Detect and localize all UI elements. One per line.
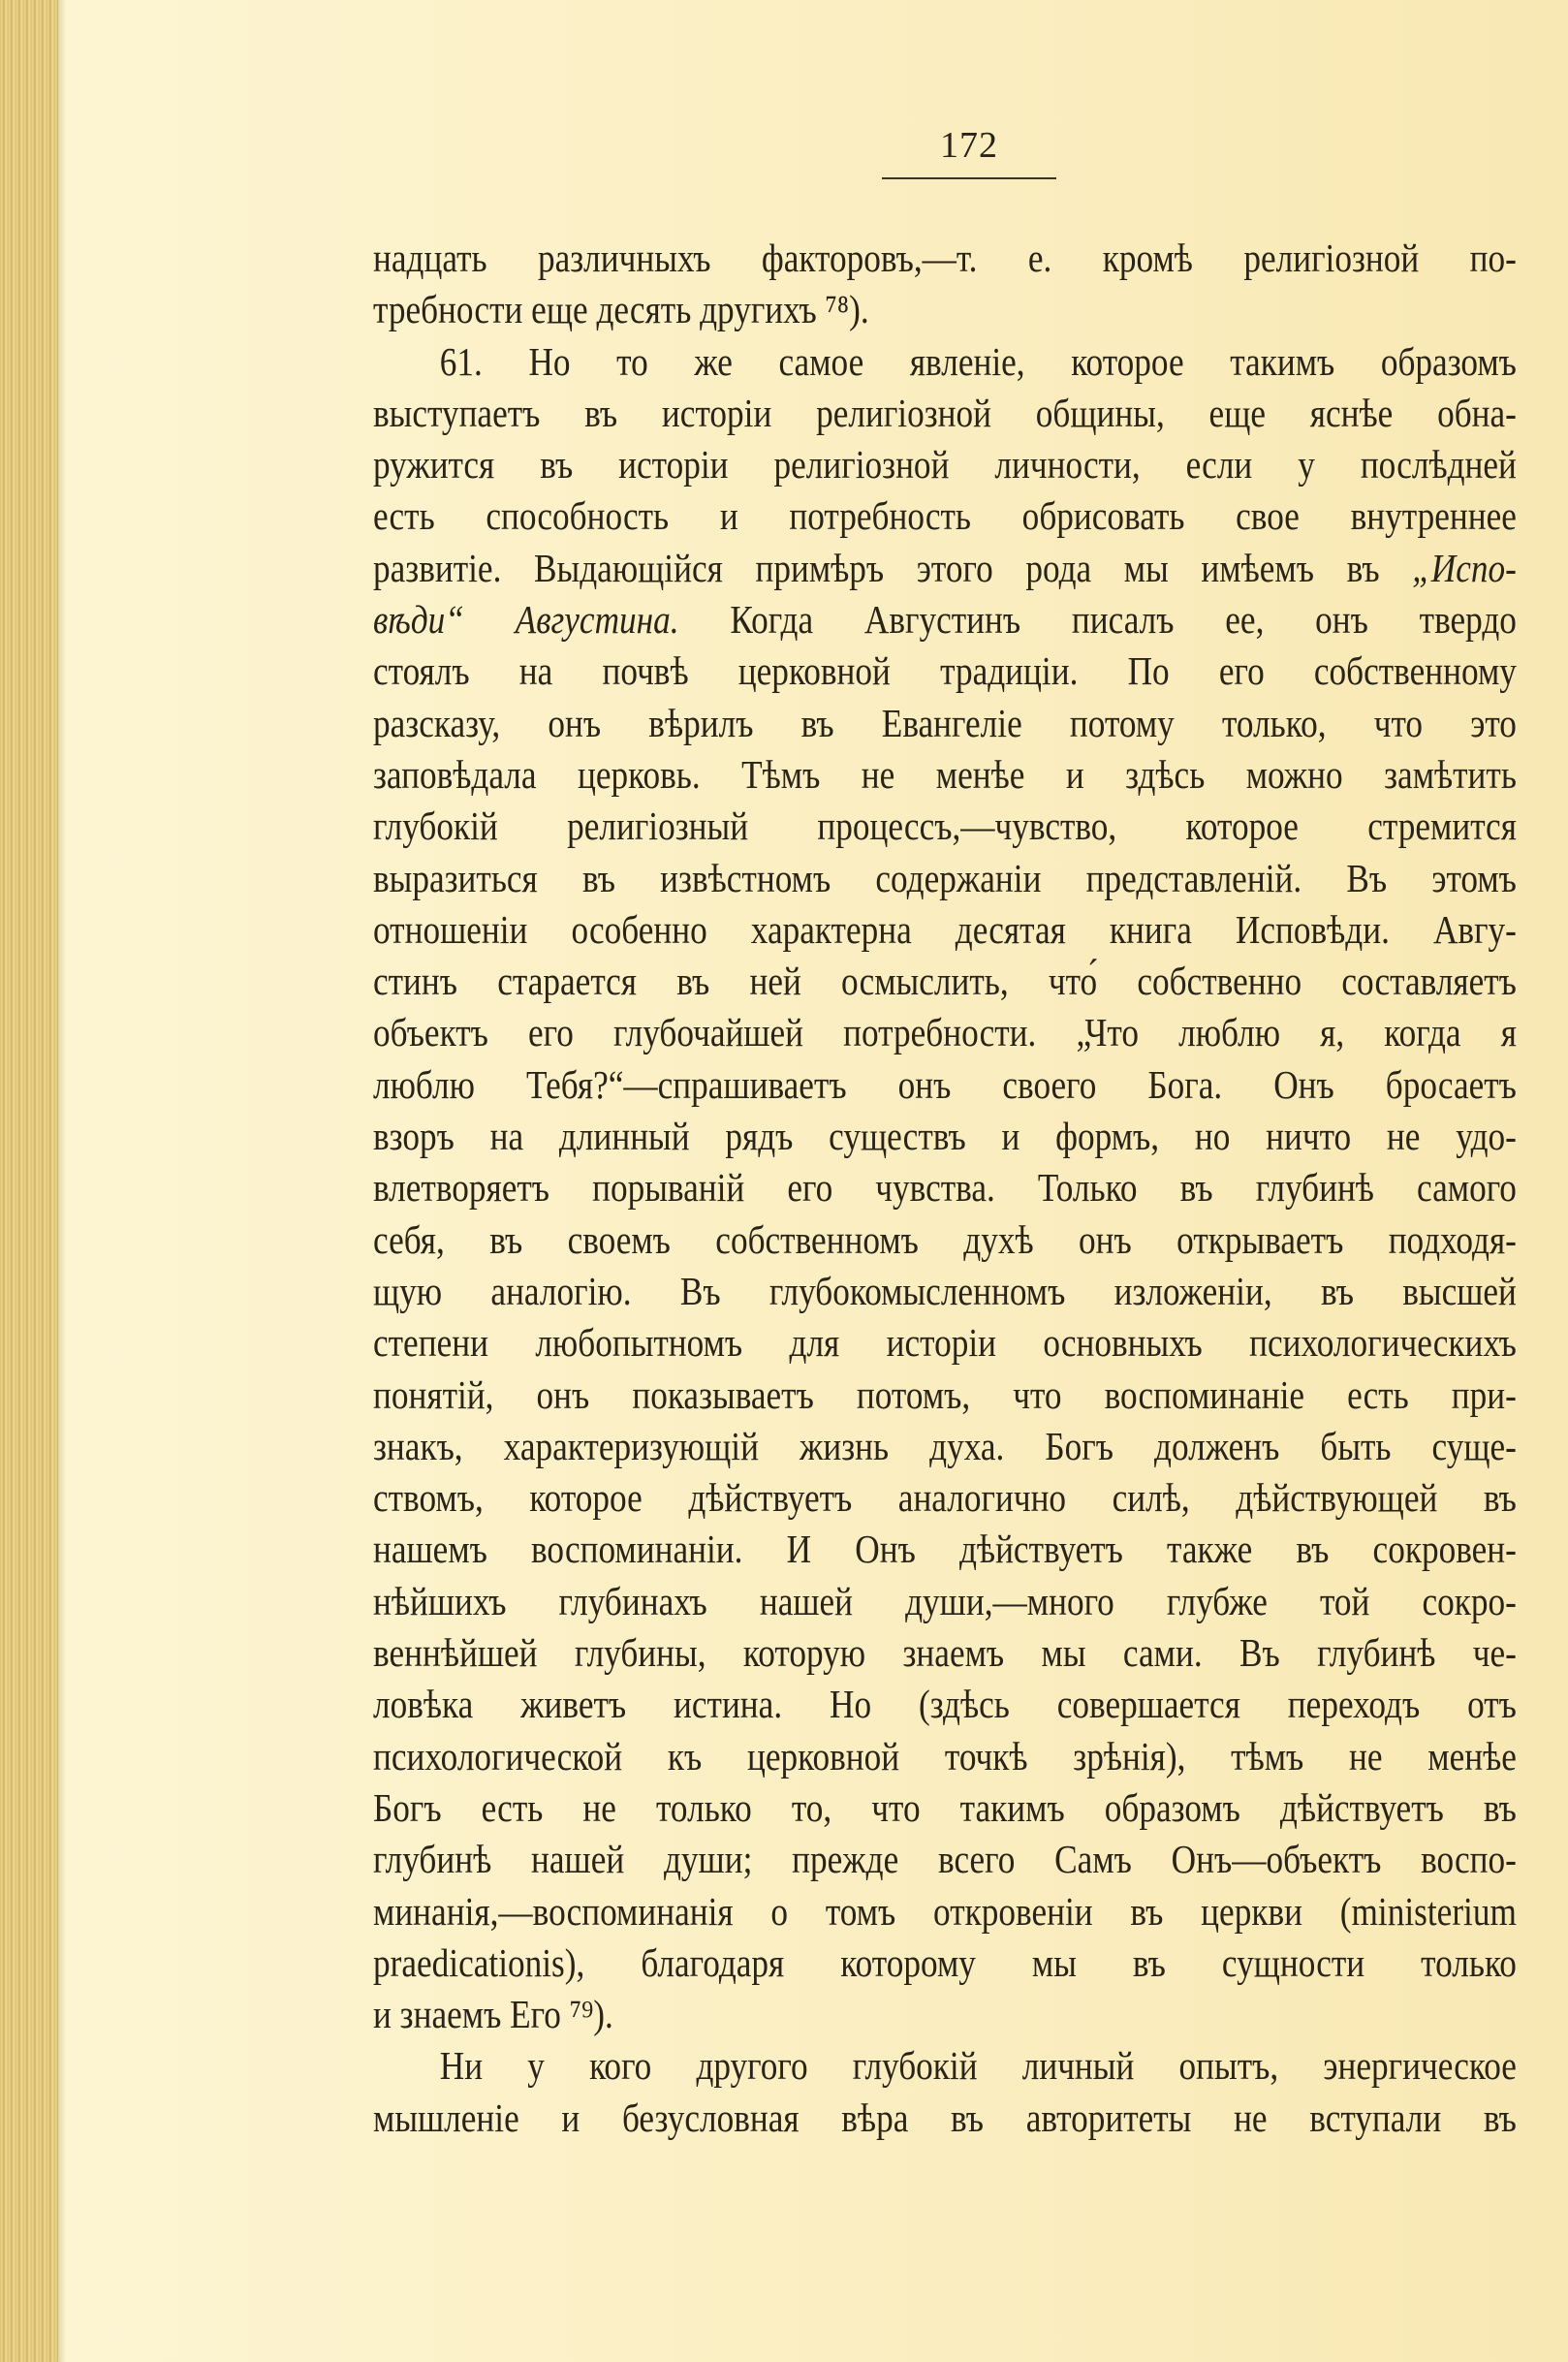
text-line: мышленіе и безусловная вѣра въ авторитеты не вступали въ [373, 2094, 1517, 2140]
text-line: надцать различныхъ факторовъ,—т. е. кромѣ религіозной по- [373, 236, 1517, 280]
text-line: заповѣдала церковь. Тѣмъ не менѣе и здѣсь можно замѣтить [373, 751, 1517, 797]
italic-title: „Испо- [1412, 545, 1517, 590]
text-line: веннѣйшей глубины, которую знаемъ мы сами. Въ глубинѣ че- [373, 1630, 1517, 1676]
text-line: разсказу, онъ вѣрилъ въ Евангеліе потому только, что это [373, 700, 1517, 745]
text-line: отношеніи особенно характерна десятая книга Исповѣди. Авгу- [373, 906, 1517, 952]
page-number: 172 [940, 125, 998, 166]
paragraph-start-line: 61. Но то же самое явленіе, которое такимъ образомъ [439, 338, 1517, 384]
text-line: знакъ, характеризующій жизнь духа. Богъ долженъ быть суще- [373, 1423, 1517, 1468]
text-line: ствомъ, которое дѣйствуетъ аналогично силѣ, дѣйствующей въ [373, 1475, 1517, 1521]
text-line: требности еще десять другихъ ⁷⁸). [373, 287, 869, 332]
text-line: и знаемъ Его ⁷⁹). [373, 1992, 613, 2037]
text-line: выступаетъ въ исторіи религіозной общины, еще яснѣе обна- [373, 390, 1517, 435]
text-line: нѣйшихъ глубинахъ нашей души,—много глубже той сокро- [373, 1578, 1517, 1623]
text-line: понятій, онъ показываетъ потомъ, что воспоминаніе есть при- [373, 1371, 1517, 1417]
text-line: минанія,—воспоминанія о томъ откровеніи въ церкви (ministerium [373, 1888, 1517, 1934]
text-segment: развитіе. Выдающійся примѣръ этого рода мы имѣемъ въ [373, 545, 1413, 590]
text-line: Богъ есть не только то, что такимъ образомъ дѣйствуетъ въ [373, 1784, 1517, 1830]
text-line: степени любопытномъ для исторіи основныхъ психологическихъ [373, 1320, 1517, 1366]
text-segment: Когда Августинъ писалъ ее, онъ твердо [678, 597, 1517, 643]
page-number-rule [882, 177, 1056, 179]
text-line: щую аналогію. Въ глубокомысленномъ изложеніи, въ высшей [373, 1268, 1517, 1313]
text-line: взоръ на длинный рядъ существъ и формъ, но ничто не удо- [373, 1114, 1517, 1159]
text-line: нашемъ воспоминаніи. И Онъ дѣйствуетъ также въ сокровен- [373, 1527, 1517, 1572]
text-line-with-italic [373, 594, 1517, 646]
text-line: влетворяетъ порываній его чувства. Только въ глубинѣ самого [373, 1165, 1517, 1211]
text-line: люблю Тебя?“—спрашиваетъ онъ своего Бога. Онъ бросаетъ [373, 1061, 1517, 1107]
italic-title: вѣди“ Августина. [373, 597, 679, 643]
text-line: ловѣка живетъ истина. Но (здѣсь совершается переходъ отъ [373, 1682, 1517, 1727]
text-line: ружится въ исторіи религіозной личности, если у послѣдней [373, 442, 1517, 488]
text-line: глубокій религіозный процессъ,—чувство, которое стремится [373, 803, 1517, 849]
text-line: себя, въ своемъ собственномъ духѣ онъ открываетъ подходя- [373, 1216, 1517, 1262]
text-line: выразиться въ извѣстномъ содержаніи представленій. Въ этомъ [373, 855, 1517, 900]
text-line: глубинѣ нашей души; прежде всего Самъ Онъ—объектъ воспо- [373, 1837, 1517, 1882]
text-line: стоялъ на почвѣ церковной традиціи. По его собственному [373, 648, 1517, 694]
text-line: объектъ его глубочайшей потребности. „Что люблю я, когда я [373, 1010, 1517, 1055]
paragraph-start-line: Ни у кого другого глубокій личный опытъ, энергическое [439, 2043, 1517, 2089]
body-text [373, 233, 1517, 2144]
book-binding-edge [0, 0, 58, 2362]
text-line: психологической къ церковной точкѣ зрѣнія), тѣмъ не менѣе [373, 1733, 1517, 1779]
text-line: praedicationis), благодаря которому мы въ сущности только [373, 1939, 1517, 1985]
text-line-with-italic [373, 543, 1517, 594]
text-line: есть способность и потребность обрисовать свое внутреннее [373, 493, 1517, 539]
text-line: стинъ старается въ ней осмыслить, что́ собственно составляетъ [373, 959, 1517, 1004]
